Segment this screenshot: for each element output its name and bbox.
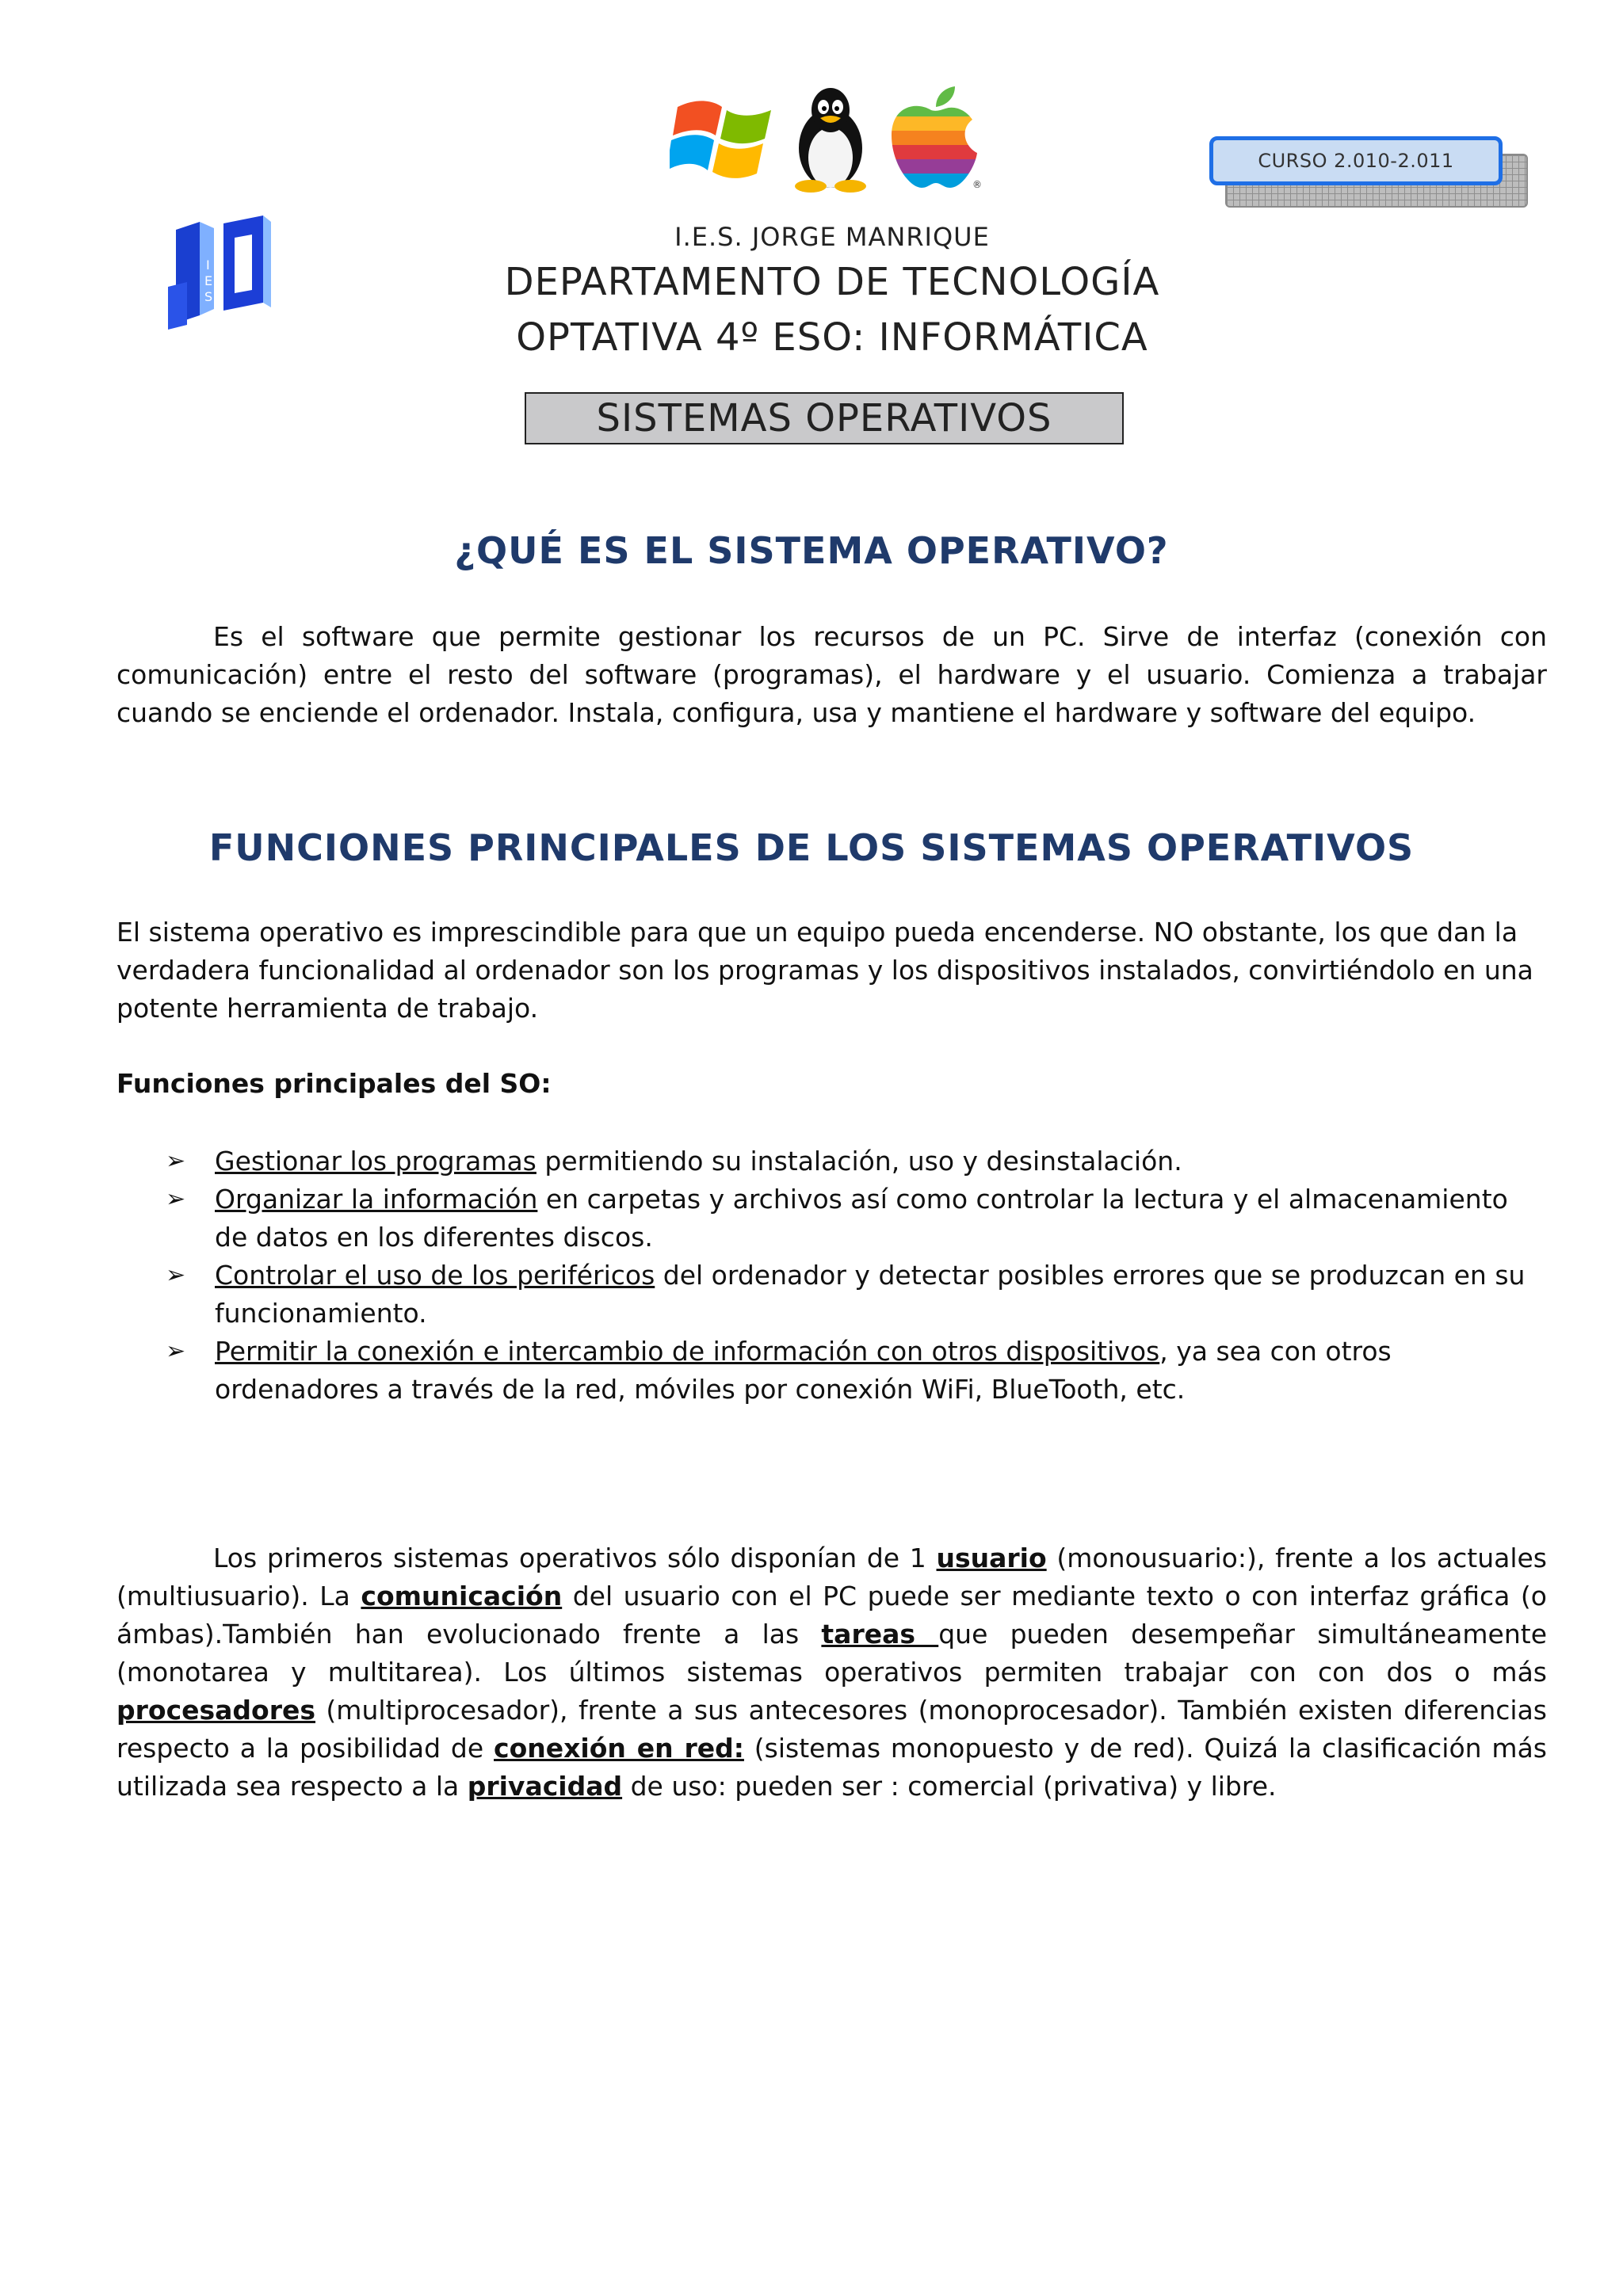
functions-list — [116, 1142, 1547, 1409]
section1-paragraph — [116, 618, 1547, 732]
function-keyword: Gestionar los programas — [215, 1146, 537, 1177]
os-classification-paragraph — [116, 1539, 1547, 1806]
windows-logo — [670, 83, 781, 194]
course-year-label: CURSO 2.010-2.011 — [1209, 136, 1503, 185]
arrow-bullet-icon: ➢ — [166, 1261, 186, 1289]
paragraph-text: del usuario con el PC puede ser mediante texto o con interfaz gráfica (o ámbas).También han evolucionado frente a las — [116, 1581, 1547, 1650]
paragraph-text: (monousuario:), frente a los actuales (multiusuario). La — [116, 1543, 1547, 1611]
keyword-procesadores: procesadores — [116, 1695, 316, 1726]
course-name: OPTATIVA 4º ESO: INFORMÁTICA — [516, 315, 1148, 360]
section1-paragraph-text: Es el software que permite gestionar los recursos de un PC. Sirve de interfaz (conexión con comunicación) entre el resto del software (programas), el hardware y el usuario. Comienza a trabajar cuando se enciende el ordenador. Instala, configura, usa y mantiene el hardware y software del equipo. — [116, 621, 1547, 728]
keyword-comunicacion: comunicación — [361, 1581, 563, 1611]
linux-tux-icon — [787, 83, 874, 194]
keyword-privacidad: privacidad — [467, 1771, 623, 1802]
school-name: I.E.S. JORGE MANRIQUE — [674, 222, 990, 252]
keyword-conexion-en-red: conexión en red: — [494, 1733, 744, 1764]
list-item — [116, 1180, 1547, 1257]
apple-logo — [884, 83, 987, 194]
section-title-main-functions: FUNCIONES PRINCIPALES DE LOS SISTEMAS OPERATIVOS — [208, 826, 1415, 869]
function-description: del ordenador y detectar posibles errores que se produzcan en su funcionamiento. — [215, 1260, 1526, 1329]
svg-text:E: E — [204, 273, 213, 288]
school-logo — [168, 214, 271, 331]
svg-text:®: ® — [972, 179, 982, 190]
keyword-usuario: usuario — [936, 1543, 1047, 1573]
function-description: en carpetas y archivos así como controlar la lectura y el almacenamiento de datos en los diferentes discos. — [215, 1184, 1508, 1253]
arrow-bullet-icon: ➢ — [166, 1337, 186, 1365]
arrow-bullet-icon: ➢ — [166, 1147, 186, 1175]
list-item — [116, 1333, 1547, 1409]
department-name: DEPARTAMENTO DE TECNOLOGÍA — [504, 260, 1160, 304]
function-description: , ya sea con otros ordenadores a través de la red, móviles por conexión WiFi, BlueTooth, etc. — [215, 1336, 1392, 1405]
function-keyword: Organizar la información — [215, 1184, 538, 1215]
function-keyword: Permitir la conexión e intercambio de información con otros dispositivos — [215, 1336, 1160, 1367]
svg-text:I: I — [206, 257, 210, 273]
list-item — [116, 1142, 1547, 1180]
arrow-bullet-icon: ➢ — [166, 1185, 186, 1213]
course-year-box — [1209, 136, 1526, 206]
paragraph-text: de uso: pueden ser : comercial (privativa) y libre. — [622, 1771, 1277, 1802]
topic-banner: SISTEMAS OPERATIVOS — [525, 392, 1124, 444]
section-title-what-is-os: ¿QUÉ ES EL SISTEMA OPERATIVO? — [454, 529, 1169, 572]
keyword-tareas: tareas — [821, 1619, 939, 1650]
functions-subtitle: Funciones principales del SO: — [116, 1068, 552, 1099]
function-keyword: Controlar el uso de los periféricos — [215, 1260, 655, 1291]
os-logos — [670, 83, 987, 194]
list-item — [116, 1257, 1547, 1333]
paragraph-text: Los primeros sistemas operativos sólo disponían de 1 — [213, 1543, 937, 1573]
paragraph-text: (sistemas monopuesto y de red). Quizá la clasificación más utilizada sea respecto a la — [116, 1733, 1547, 1802]
paragraph-text: que pueden desempeñar simultáneamente (monotarea y multitarea). Los últimos sistemas operativos permiten trabajar con con dos o más — [116, 1619, 1547, 1688]
function-description: permitiendo su instalación, uso y desinstalación. — [536, 1146, 1182, 1177]
svg-text:S: S — [204, 289, 213, 304]
section2-intro: El sistema operativo es imprescindible para que un equipo pueda encenderse. NO obstante, los que dan la verdadera funcionalidad al ordenador son los programas y los dispositivos instalados, convirtiéndolo en una potente herramienta de trabajo. — [116, 917, 1533, 1024]
paragraph-text: (multiprocesador), frente a sus antecesores (monoprocesador). También existen diferencias respecto a la posibilidad de — [116, 1695, 1547, 1764]
